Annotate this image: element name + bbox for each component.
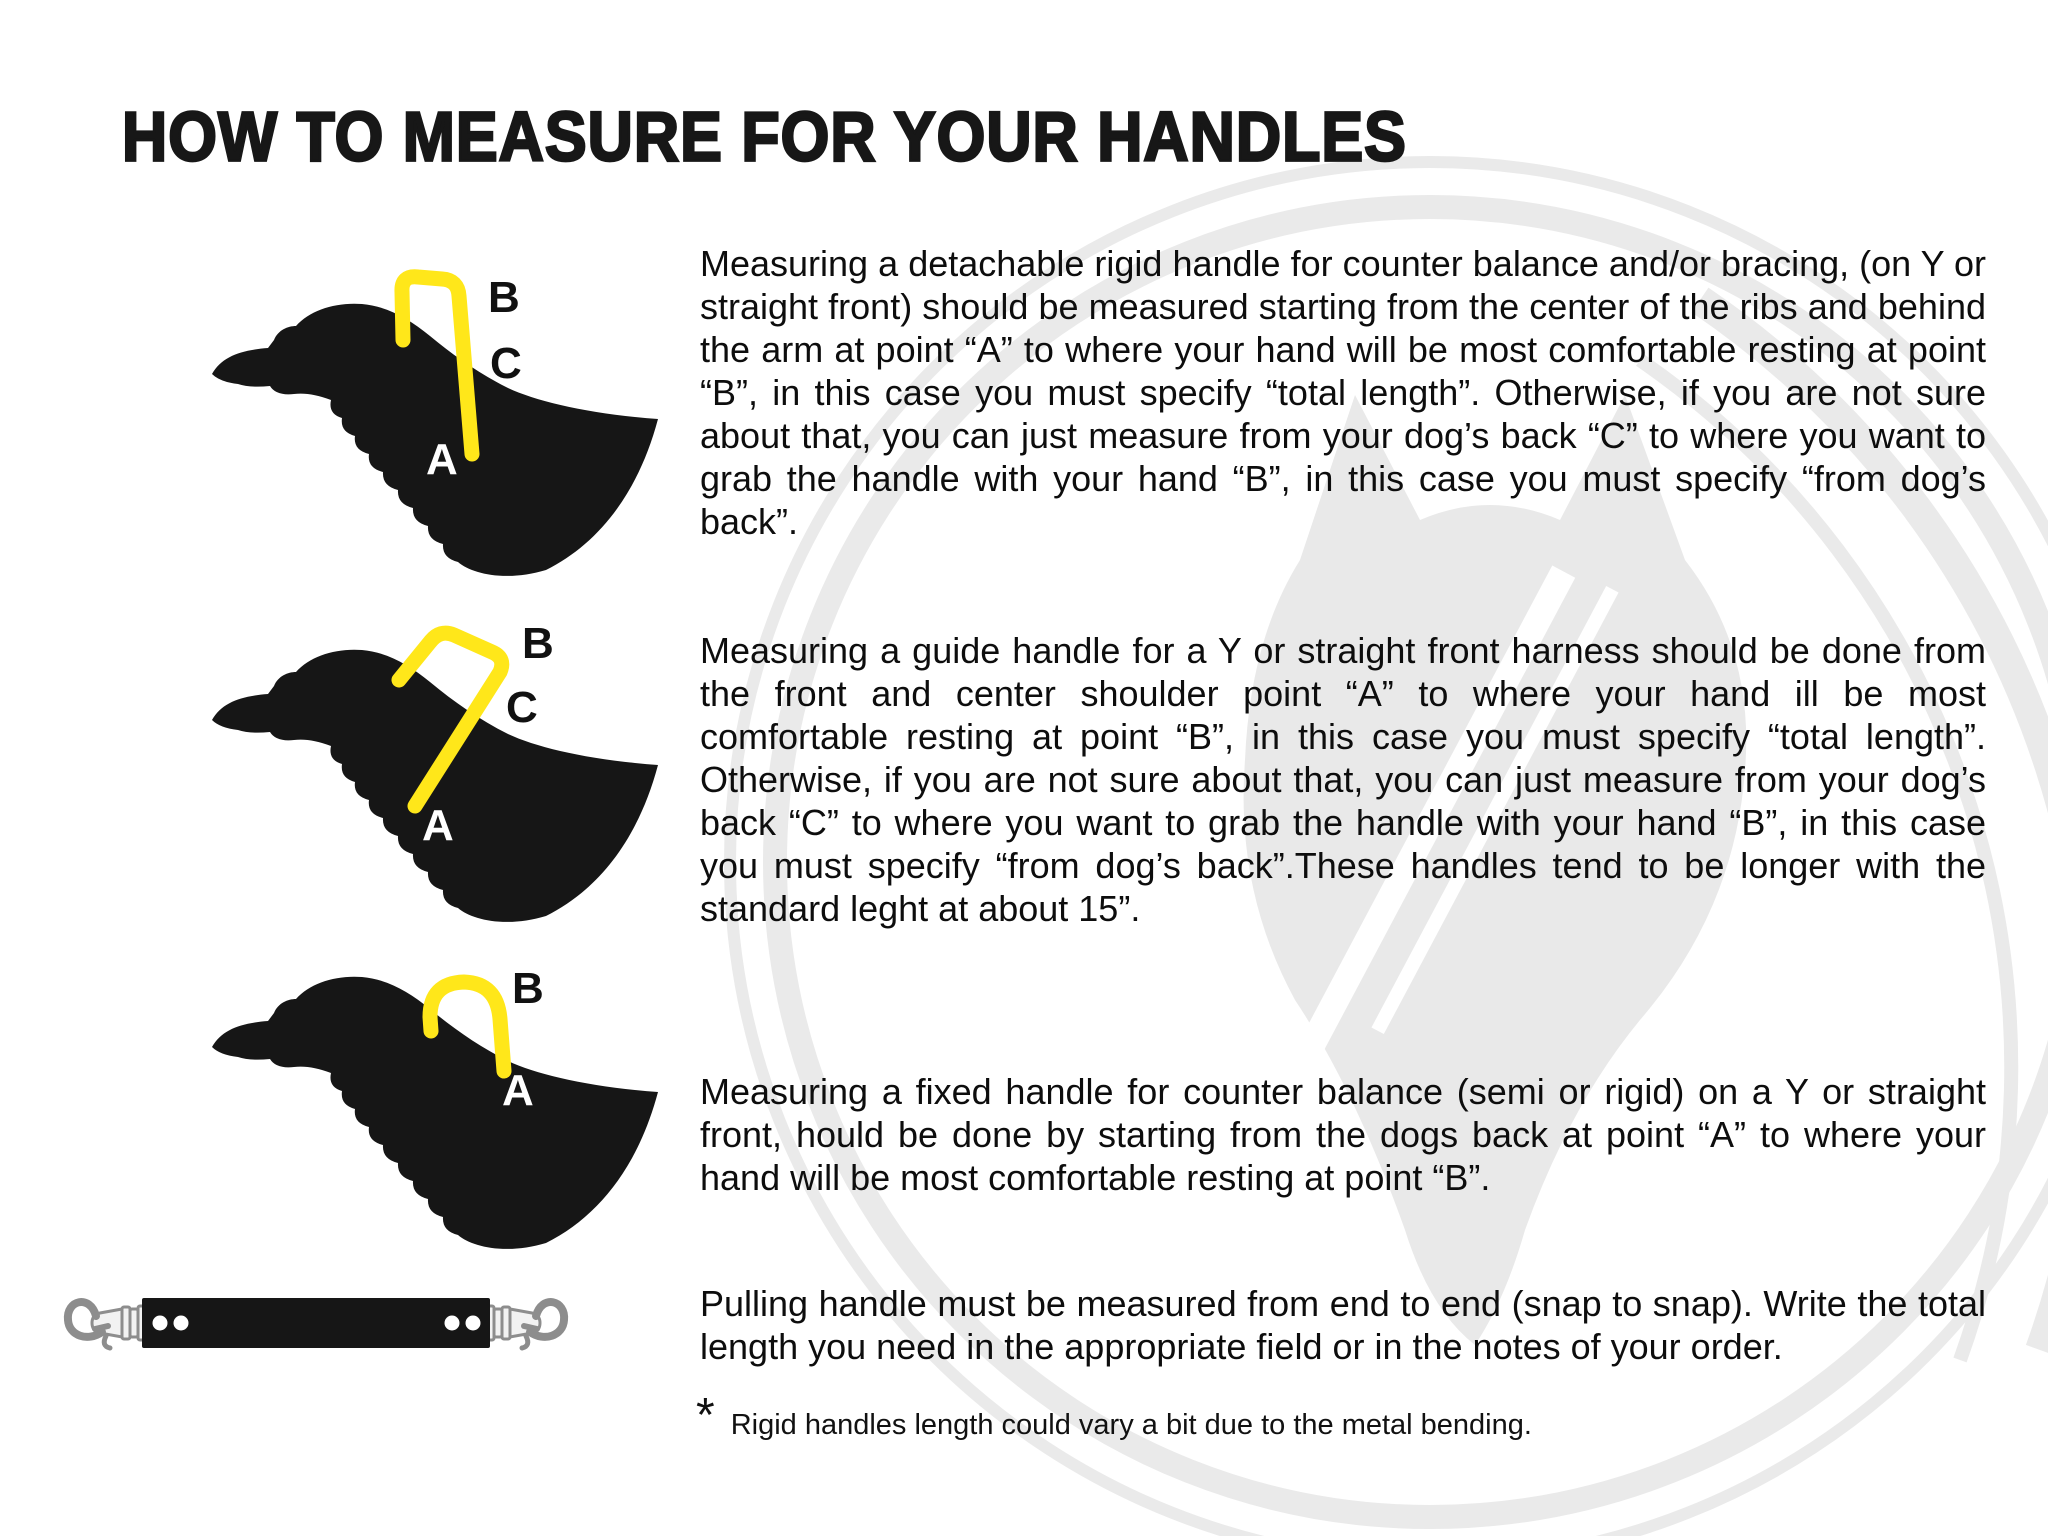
pulling-handle-strap	[142, 1298, 490, 1348]
paragraph-guide-handle: Measuring a guide handle for a Y or straight front harness should be done from the front and center shoulder point “A” to where your hand ill be most comfortable resting at point “B”, in this case you must specify “total length”. Otherwise, if you are not sure about that, you can just measure from your dog’s back “C” to where you want to grab the handle with your hand “B”, in this case you must specify “from dog’s back”.These handles tend to be longer with the standard leght at about 15”.	[700, 630, 1986, 929]
footnote	[696, 1389, 1532, 1442]
paragraph-fixed-handle: Measuring a fixed handle for counter balance (semi or rigid) on a Y or straight front, hould be done by starting from the dogs back at point “A” to where your hand will be most comfortable resting at point “B”.	[700, 1071, 1986, 1198]
footnote-text: Rigid handles length could vary a bit due to the metal bending.	[730, 1409, 1532, 1441]
point-label-b: B	[522, 619, 554, 668]
rivet-dot	[174, 1316, 189, 1331]
paragraph-pulling-handle: Pulling handle must be measured from end to end (snap to snap). Write the total length you need in the appropriate field or in the notes of your order.	[700, 1283, 1986, 1367]
footnote-asterisk: *	[696, 1389, 715, 1442]
point-label-a: A	[426, 435, 458, 484]
left-snap-hook	[68, 1302, 145, 1348]
figure-guide-handle	[190, 598, 660, 933]
rivet-dot	[466, 1316, 481, 1331]
point-label-b: B	[488, 273, 520, 322]
point-label-a: A	[422, 801, 454, 850]
figure-pulling-handle	[62, 1278, 572, 1375]
point-label-c: C	[506, 683, 538, 732]
rivet-dot	[445, 1316, 460, 1331]
figure-detachable-rigid-handle	[190, 252, 660, 587]
point-label-c: C	[490, 339, 522, 388]
paragraph-detachable-rigid-handle: Measuring a detachable rigid handle for counter balance and/or bracing, (on Y or straight front) should be measured starting from the center of the ribs and behind the arm at point “A” to where your hand will be most comfortable resting at point “B”, in this case you must specify “total length”. Otherwise, if you are not sure about that, you can just measure from your dog’s back “C” to where you want to grab the handle with your hand “B”, in this case you must specify “from dog’s back”.	[700, 243, 1986, 542]
right-snap-hook	[487, 1302, 564, 1348]
rivet-dot	[153, 1316, 168, 1331]
page-title: HOW TO MEASURE FOR YOUR HANDLES	[122, 98, 1407, 176]
figure-fixed-handle	[190, 925, 660, 1260]
point-label-a: A	[502, 1066, 534, 1115]
point-label-b: B	[512, 964, 544, 1013]
